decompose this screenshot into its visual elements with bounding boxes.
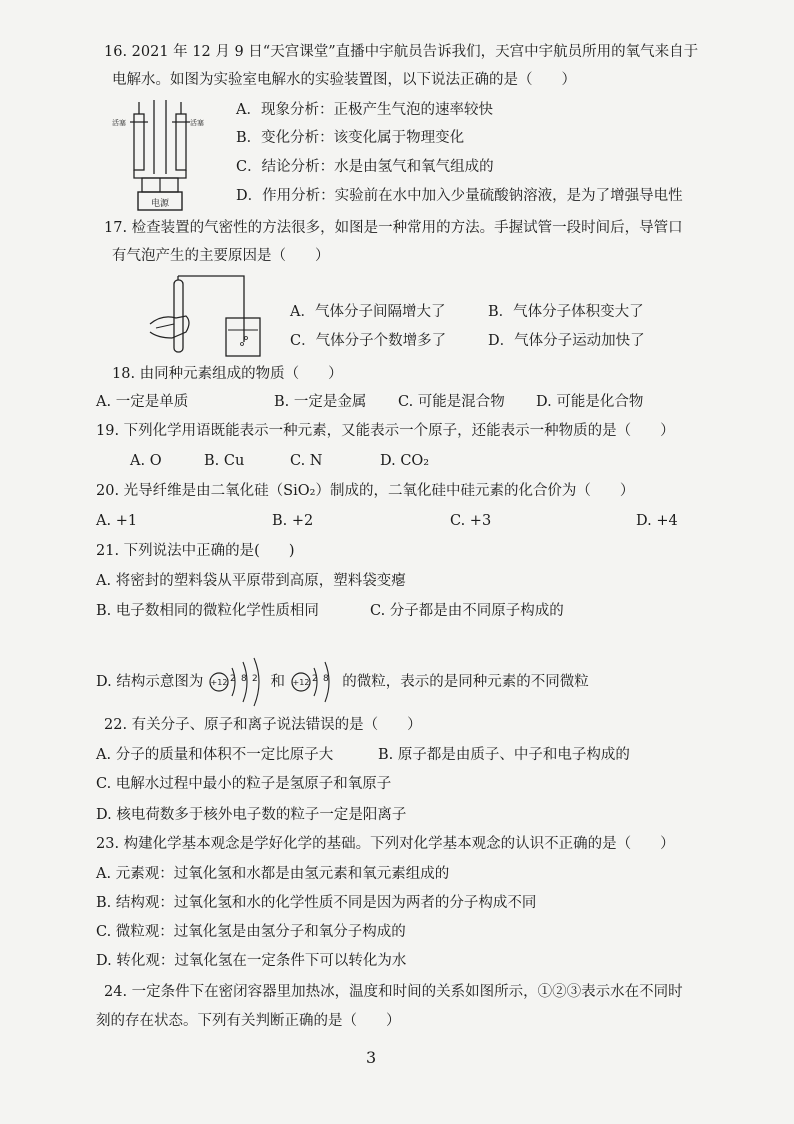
atom2-shell-1: 2 (311, 674, 318, 684)
q19-option-d: D. CO₂ (380, 453, 430, 469)
q18-option-c: C. 可能是混合物 (398, 394, 505, 410)
q24-stem-line2: 刻的存在状态。下列有关判断正确的是（ ） (96, 1013, 401, 1029)
q17-option-a: A．气体分子间隔增大了 (290, 304, 446, 320)
atom1-nucleus: +12 (210, 678, 228, 687)
q19-option-a: A. O (130, 453, 162, 469)
left-valve-label: 活塞 (112, 119, 126, 127)
q21-option-d-and: 和 (270, 674, 286, 690)
q21-option-c: C. 分子都是由不同原子构成的 (370, 603, 564, 619)
q20-stem: 20. 光导纤维是由二氧化硅（SiO₂）制成的，二氧化硅中硅元素的化合价为（ ） (96, 483, 635, 499)
q24-stem-line1: 24. 一定条件下在密闭容器里加热冰，温度和时间的关系如图所示，①②③表示水在不同时 (104, 984, 683, 1000)
q20-option-d: D. +4 (636, 513, 678, 529)
q17-option-d: D．气体分子运动加快了 (488, 333, 645, 349)
electrolysis-apparatus-figure (112, 96, 208, 214)
q23-option-b: B. 结构观：过氧化氢和水的化学性质不同是因为两者的分子构成不同 (96, 895, 537, 911)
q22-option-c: C. 电解水过程中最小的粒子是氢原子和氧原子 (96, 776, 392, 792)
q18-option-b: B. 一定是金属 (274, 394, 367, 410)
atom2-shell-2: 8 (322, 674, 329, 684)
q20-option-a: A. +1 (96, 513, 138, 529)
q20-option-c: C. +3 (450, 513, 492, 529)
airtightness-check-figure (146, 272, 268, 362)
q17-stem-line1: 17. 检查装置的气密性的方法很多，如图是一种常用的方法。手握试管一段时间后，导管口 (104, 220, 683, 236)
q23-stem: 23. 构建化学基本观念是学好化学的基础。下列对化学基本观念的认识不正确的是（ ） (96, 836, 675, 852)
q21-stem: 21. 下列说法中正确的是( ) (96, 543, 295, 559)
q16-option-b: B．变化分析：该变化属于物理变化 (236, 130, 465, 146)
q21-option-d-prefix: D. 结构示意图为 (96, 674, 204, 690)
q16-option-c: C．结论分析：水是由氢气和氧气组成的 (236, 159, 494, 175)
q22-option-d: D. 核电荷数多于核外电子数的粒子一定是阳离子 (96, 807, 407, 823)
q21-option-d-suffix: 的微粒，表示的是同种元素的不同微粒 (342, 674, 589, 690)
right-valve-label: 活塞 (190, 119, 204, 127)
q18-option-d: D. 可能是化合物 (536, 394, 644, 410)
atom-structure-diagram-2 (290, 656, 338, 708)
q17-stem-line2: 有气泡产生的主要原因是（ ） (112, 248, 330, 264)
q16-stem-line2: 电解水。如图为实验室电解水的实验装置图，以下说法正确的是（ ） (112, 72, 576, 88)
q19-stem: 19. 下列化学用语既能表示一种元素，又能表示一个原子，还能表示一种物质的是（ ） (96, 423, 675, 439)
q17-option-c: C．气体分子个数增多了 (290, 333, 447, 349)
q18-option-a: A. 一定是单质 (96, 394, 189, 410)
q16-option-a: A．现象分析：正极产生气泡的速率较快 (236, 102, 493, 118)
q21-option-d (96, 656, 589, 708)
atom1-shell-2: 8 (240, 674, 247, 684)
q22-stem: 22. 有关分子、原子和离子说法错误的是（ ） (104, 717, 422, 733)
q17-option-b: B．气体分子体积变大了 (488, 304, 644, 320)
atom1-shell-1: 2 (229, 674, 236, 684)
q16-stem-line1: 16. 2021 年 12 月 9 日“天宫课堂”直播中宇航员告诉我们，天宫中宇航员所用的氧气来自于 (104, 44, 699, 60)
q21-option-b: B. 电子数相同的微粒化学性质相同 (96, 603, 319, 619)
q23-option-a: A. 元素观：过氧化氢和水都是由氢元素和氧元素组成的 (96, 866, 450, 882)
q18-stem: 18. 由同种元素组成的物质（ ） (112, 366, 343, 382)
q22-option-a: A. 分子的质量和体积不一定比原子大 (96, 747, 334, 763)
atom2-nucleus: +12 (292, 678, 310, 687)
q23-option-d: D. 转化观：过氧化氢在一定条件下可以转化为水 (96, 953, 407, 969)
q19-option-c: C. N (290, 453, 323, 469)
q23-option-c: C. 微粒观：过氧化氢是由氢分子和氧分子构成的 (96, 924, 406, 940)
page-number: 3 (366, 1048, 377, 1067)
atom-structure-diagram-1 (208, 656, 266, 708)
q22-option-b: B. 原子都是由质子、中子和电子构成的 (378, 747, 630, 763)
q21-option-a: A. 将密封的塑料袋从平原带到高原，塑料袋变瘪 (96, 573, 406, 589)
power-label: 电源 (150, 199, 170, 209)
q20-option-b: B. +2 (272, 513, 314, 529)
q16-option-d: D．作用分析：实验前在水中加入少量硫酸钠溶液，是为了增强导电性 (236, 188, 683, 204)
q19-option-b: B. Cu (204, 453, 245, 469)
atom1-shell-3: 2 (251, 674, 258, 684)
